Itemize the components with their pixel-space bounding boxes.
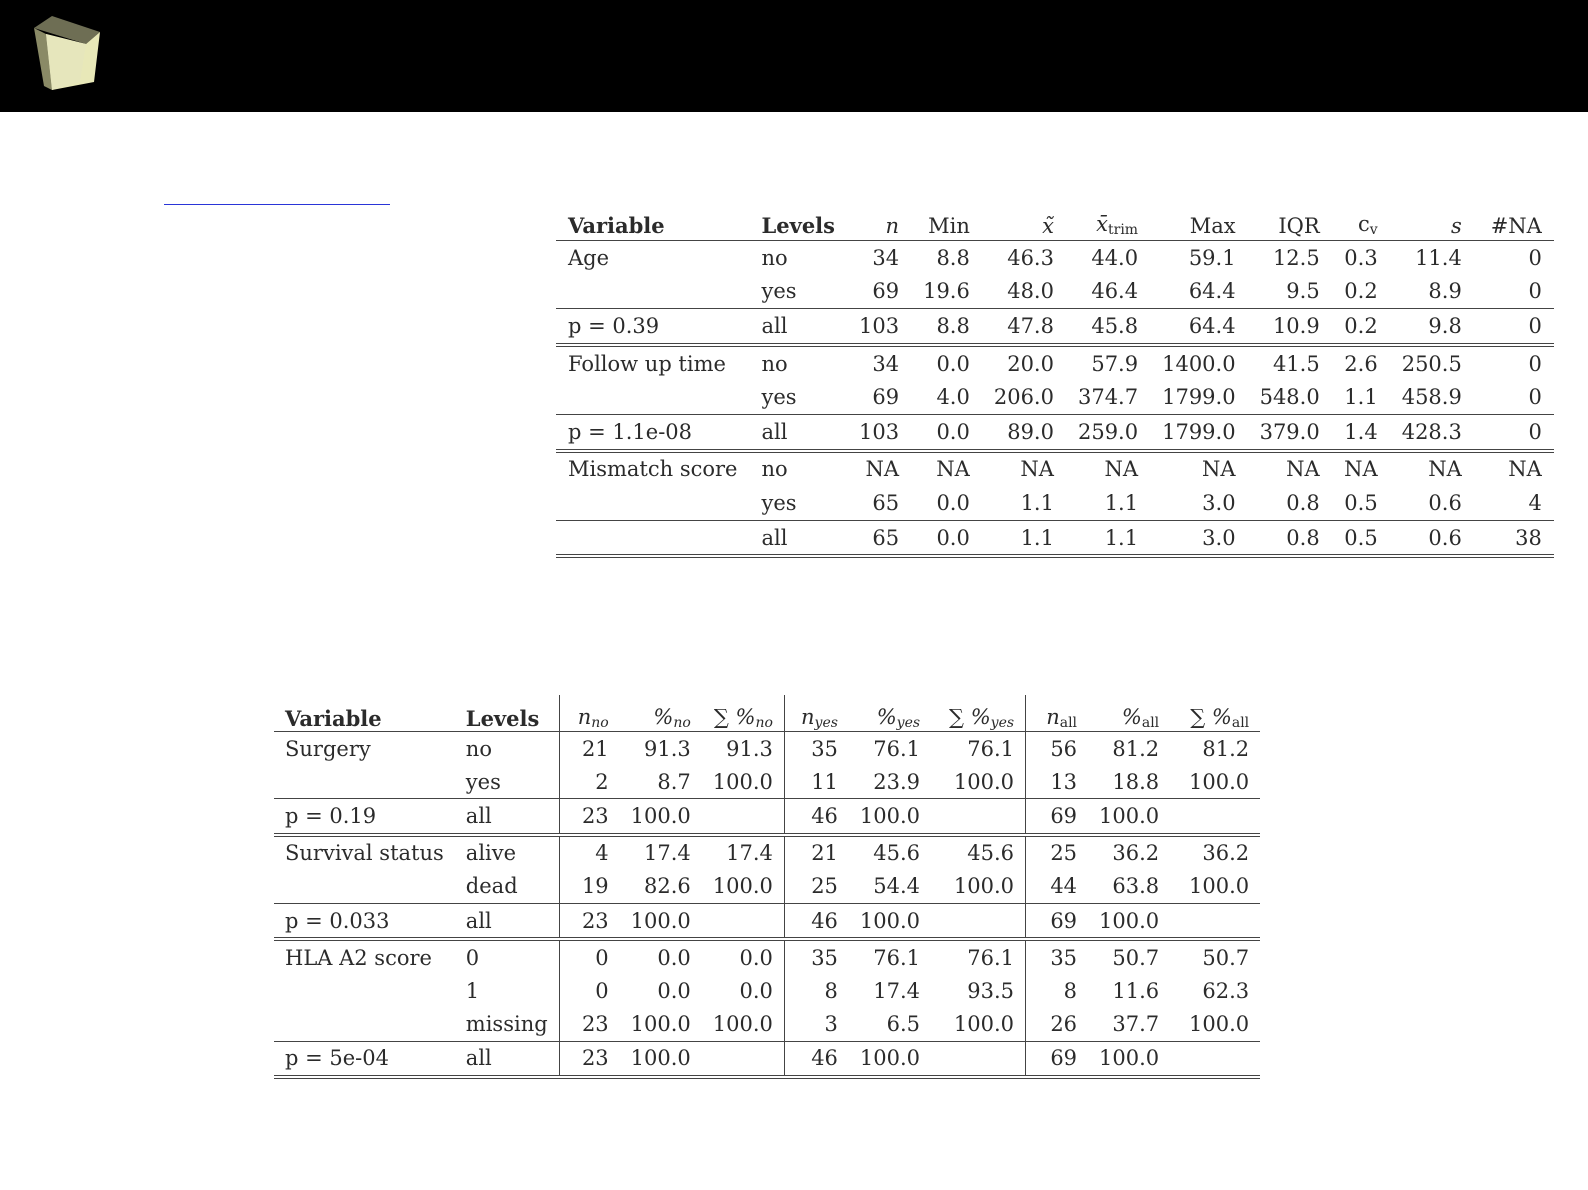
table-cell: NA	[1020, 457, 1054, 482]
table-cell: 76.1	[873, 736, 921, 761]
table-cell: 0	[1528, 351, 1542, 376]
table-cell: 0	[559, 974, 620, 1007]
table-cell: 37.7	[1088, 1008, 1170, 1042]
table-row	[556, 520, 1554, 556]
table-cell: all	[749, 414, 847, 450]
table-cell: 1400.0	[1162, 351, 1236, 376]
table-cell: no	[761, 457, 788, 482]
table-cell: 47.8	[982, 309, 1066, 345]
table-cell: 0	[1528, 245, 1542, 270]
table-cell: 0.5	[1332, 486, 1390, 520]
table-cell: 56	[1026, 732, 1089, 766]
table-cell: all	[749, 309, 847, 345]
table-cell: 62.3	[1202, 978, 1250, 1003]
table-cell: 13	[1026, 765, 1089, 799]
table-row	[556, 345, 1554, 381]
table-cell: 9.8	[1390, 309, 1474, 345]
table-cell: 91.3	[726, 736, 773, 761]
col-pct-no: $\%_{no}$	[620, 695, 702, 732]
col-pct-yes: $\%_{yes}$	[849, 695, 931, 732]
table-cell: 379.0	[1248, 414, 1332, 450]
table-cell: 1	[465, 978, 480, 1003]
table-cell: p = 5e-04	[274, 1041, 455, 1077]
table-cell: 8.8	[936, 245, 970, 270]
table-cell: 41.5	[1272, 351, 1320, 376]
table-cell: 1.1	[1332, 380, 1390, 414]
table-cell: 0	[465, 945, 480, 970]
table-cell: 11	[784, 765, 849, 799]
table-cell: 103	[847, 414, 911, 450]
table-cell: 100.0	[620, 1041, 702, 1077]
table-cell: all	[455, 1041, 559, 1077]
table-cell: 93.5	[967, 978, 1015, 1003]
table-cell: 57.9	[1091, 351, 1139, 376]
table-cell: p = 1.1e-08	[556, 414, 749, 450]
table-cell: yes	[455, 765, 559, 799]
table-cell: all	[749, 520, 847, 556]
table-cell: 1.4	[1332, 414, 1390, 450]
table-cell: 91.3	[644, 736, 691, 761]
table-cell: NA	[1428, 457, 1462, 482]
table-cell: NA	[1286, 457, 1320, 482]
table-row	[274, 732, 1260, 766]
table-cell	[274, 870, 455, 904]
table-row	[274, 835, 1260, 870]
table-cell	[274, 974, 455, 1007]
table-row	[556, 309, 1554, 345]
table-cell: yes	[749, 275, 847, 309]
table-cell: 23.9	[849, 765, 931, 799]
table-cell: 548.0	[1248, 380, 1332, 414]
table-cell: 1.1	[1066, 520, 1150, 556]
table-cell: 17.4	[726, 841, 773, 866]
table-cell: p = 0.19	[274, 799, 455, 835]
table-cell: 23	[559, 1041, 620, 1077]
col-max: Max	[1150, 202, 1247, 241]
table-cell	[702, 1041, 785, 1077]
table-cell: 0.0	[936, 351, 970, 376]
table-cell: 100.0	[1088, 1041, 1170, 1077]
table-cell: 46	[784, 799, 849, 835]
table-cell	[931, 1041, 1026, 1077]
table-cell: 69	[1026, 903, 1089, 939]
table-cell: 25	[1026, 835, 1089, 870]
table-cell	[931, 903, 1026, 939]
table-cell: 69	[847, 380, 911, 414]
table-cell: 374.7	[1066, 380, 1150, 414]
table-cell: 76.1	[967, 736, 1015, 761]
table-cell: 100.0	[702, 870, 785, 904]
table-cell: 0.0	[657, 978, 691, 1003]
table-cell: 17.4	[644, 841, 691, 866]
table-cell: 1.1	[982, 486, 1066, 520]
col-min: Min	[911, 202, 982, 241]
table-cell: 23	[559, 799, 620, 835]
table-cell: 19.6	[911, 275, 982, 309]
table-cell: 69	[1026, 1041, 1089, 1077]
table-cell: 54.4	[849, 870, 931, 904]
table-cell: no	[761, 245, 788, 270]
table-cell: 2	[559, 765, 620, 799]
table-cell: 100.0	[849, 1041, 931, 1077]
table-cell: 8	[784, 974, 849, 1007]
table-cell: 38	[1474, 520, 1554, 556]
table-cell: 17.4	[873, 978, 921, 1003]
table-cell: 250.5	[1401, 351, 1462, 376]
table-row	[556, 486, 1554, 520]
table-cell: 35	[1026, 939, 1089, 974]
table-cell: 36.2	[1112, 841, 1160, 866]
table-row	[274, 799, 1260, 835]
table-row	[274, 939, 1260, 974]
table-row	[274, 1041, 1260, 1077]
table-cell: all	[455, 903, 559, 939]
table-cell	[702, 903, 785, 939]
table-cell: 8.7	[620, 765, 702, 799]
table-cell: 1.1	[1066, 486, 1150, 520]
table-cell	[702, 799, 785, 835]
cube-logo-icon	[22, 14, 106, 90]
table-cell: p = 0.39	[556, 309, 749, 345]
table-cell: 3	[784, 1008, 849, 1042]
table-cell: 48.0	[982, 275, 1066, 309]
table-cell: 45.6	[873, 841, 921, 866]
table-cell: 21	[784, 835, 849, 870]
table-cell: 20.0	[1007, 351, 1054, 376]
table-cell: 11.6	[1112, 978, 1160, 1003]
table-cell: 0.8	[1248, 486, 1332, 520]
table-cell: 64.4	[1150, 309, 1247, 345]
table-cell: 12.5	[1272, 245, 1320, 270]
table-cell: missing	[455, 1008, 559, 1042]
table-cell: 100.0	[702, 765, 785, 799]
col-cumpct-no: ∑ $\%_{no}$	[702, 695, 785, 732]
col-na: #NA	[1474, 202, 1554, 241]
table-row	[556, 451, 1554, 487]
table-cell: Surgery	[285, 736, 371, 761]
table-cell: 0.0	[911, 486, 982, 520]
table-row	[556, 380, 1554, 414]
table-cell	[274, 1008, 455, 1042]
table-cell: 3.0	[1150, 486, 1247, 520]
table-cell	[1170, 799, 1260, 835]
table-cell: 18.8	[1088, 765, 1170, 799]
table-cell: 44.0	[1091, 245, 1139, 270]
col-pct-all: %all	[1088, 695, 1170, 732]
table-cell: 8	[1026, 974, 1089, 1007]
col-variable: Variable	[274, 695, 455, 732]
table-cell: 0.0	[739, 945, 773, 970]
table-cell: 65	[847, 486, 911, 520]
table-cell: 2.6	[1344, 351, 1378, 376]
table-cell: 81.2	[1202, 736, 1250, 761]
col-cumpct-all: ∑ %all	[1170, 695, 1260, 732]
table-cell: 64.4	[1150, 275, 1247, 309]
table-cell: 0.3	[1344, 245, 1378, 270]
top-banner	[0, 0, 1588, 112]
table-cell: 0.0	[911, 414, 982, 450]
table-cell: 458.9	[1390, 380, 1474, 414]
col-cumpct-yes: ∑ $\%_{yes}$	[931, 695, 1026, 732]
table-cell: p = 0.033	[274, 903, 455, 939]
col-levels: Levels	[455, 695, 559, 732]
table-cell: Survival status	[285, 841, 444, 866]
table-row	[274, 903, 1260, 939]
table-cell: 428.3	[1390, 414, 1474, 450]
table-cell: 23	[559, 903, 620, 939]
table-row	[274, 1008, 1260, 1042]
table-cell: all	[455, 799, 559, 835]
table-cell: Age	[568, 245, 610, 270]
table-cell: HLA A2 score	[285, 945, 432, 970]
table-cell: 0.6	[1390, 520, 1474, 556]
table-cell: Follow up time	[568, 351, 726, 376]
table-cell: 69	[1026, 799, 1089, 835]
table-cell: 10.9	[1248, 309, 1332, 345]
table-cell: 89.0	[982, 414, 1066, 450]
table-row	[274, 870, 1260, 904]
table-cell: 45.6	[967, 841, 1015, 866]
table-cell: 100.0	[931, 1008, 1026, 1042]
table-cell: 100.0	[1170, 1008, 1260, 1042]
table-row	[556, 241, 1554, 275]
table-cell	[556, 486, 749, 520]
table-cell: 4.0	[911, 380, 982, 414]
table-cell	[1170, 903, 1260, 939]
table-cell	[556, 275, 749, 309]
table-cell: 59.1	[1188, 245, 1236, 270]
table-cell: 1799.0	[1150, 414, 1247, 450]
table-cell: 3.0	[1150, 520, 1247, 556]
table-cell: 8.8	[911, 309, 982, 345]
table-cell: NA	[1202, 457, 1236, 482]
table-cell: 36.2	[1202, 841, 1250, 866]
table-cell: NA	[1344, 457, 1378, 482]
table-cell: 34	[872, 351, 900, 376]
table-cell: 100.0	[620, 799, 702, 835]
table-cell: NA	[1104, 457, 1139, 482]
table-cell: 100.0	[1088, 903, 1170, 939]
table-cell: 82.6	[620, 870, 702, 904]
table-cell	[556, 380, 749, 414]
table-cell	[556, 520, 749, 556]
col-n-all: nall	[1026, 695, 1089, 732]
table-cell: Mismatch score	[568, 457, 738, 482]
table-cell: 44	[1026, 870, 1089, 904]
col-sd: s	[1390, 202, 1474, 241]
col-levels: Levels	[749, 202, 847, 241]
col-trimmed-mean: x̄trim	[1066, 202, 1150, 241]
table-cell: 81.2	[1112, 736, 1160, 761]
table-row	[274, 765, 1260, 799]
table-cell: 76.1	[967, 945, 1015, 970]
col-variable: Variable	[556, 202, 749, 241]
table-cell: 206.0	[982, 380, 1066, 414]
table-cell: no	[761, 351, 788, 376]
table-cell: 0.8	[1248, 520, 1332, 556]
col-n-yes: $n_{yes}$	[784, 695, 849, 732]
table-cell: 1799.0	[1150, 380, 1247, 414]
table-cell: 46	[784, 1041, 849, 1077]
table-cell: 0.5	[1332, 520, 1390, 556]
table-cell: 100.0	[1088, 799, 1170, 835]
table-cell: 0.2	[1332, 309, 1390, 345]
table-cell: 0.2	[1332, 275, 1390, 309]
table-cell: NA	[865, 457, 900, 482]
table-cell: 4	[1474, 486, 1554, 520]
table-cell	[274, 765, 455, 799]
table-cell: 259.0	[1066, 414, 1150, 450]
table-cell: 100.0	[849, 799, 931, 835]
table-cell: 0.0	[657, 945, 691, 970]
table-cell: 76.1	[873, 945, 921, 970]
table-header-row	[556, 202, 1554, 241]
table-cell: 0.6	[1390, 486, 1474, 520]
table-header-row	[274, 695, 1260, 732]
col-cv: cv	[1332, 202, 1390, 241]
table-cell: no	[465, 736, 492, 761]
table-cell: 103	[847, 309, 911, 345]
table-cell: NA	[1508, 457, 1542, 482]
continuous-summary-table	[556, 202, 1554, 558]
table-cell: dead	[455, 870, 559, 904]
table-cell: 100.0	[849, 903, 931, 939]
table-cell: 46.4	[1066, 275, 1150, 309]
table-cell: 4	[559, 835, 620, 870]
table-cell: 25	[784, 870, 849, 904]
table-cell: 8.9	[1390, 275, 1474, 309]
table-cell: 0	[559, 939, 620, 974]
table-cell: 100.0	[931, 870, 1026, 904]
table-cell: 100.0	[931, 765, 1026, 799]
table-cell: 100.0	[1170, 765, 1260, 799]
table-cell: 0	[1474, 414, 1554, 450]
table-cell: 34	[872, 245, 900, 270]
table-cell: 0.0	[739, 978, 773, 1003]
table-cell: 100.0	[702, 1008, 785, 1042]
table-cell: 63.8	[1088, 870, 1170, 904]
table-cell	[1170, 1041, 1260, 1077]
table-cell	[931, 799, 1026, 835]
table-cell: 9.5	[1248, 275, 1332, 309]
table-cell: yes	[749, 380, 847, 414]
table-cell: 23	[559, 1008, 620, 1042]
table-cell: 50.7	[1112, 945, 1160, 970]
table-cell: 46.3	[1007, 245, 1054, 270]
col-n: n	[847, 202, 911, 241]
table-cell: 35	[784, 732, 849, 766]
table-cell: 69	[847, 275, 911, 309]
table-cell: 100.0	[620, 903, 702, 939]
table-cell: 100.0	[620, 1008, 702, 1042]
table-cell: 0.0	[911, 520, 982, 556]
link-underline[interactable]	[164, 204, 390, 205]
table-cell: 11.4	[1415, 245, 1462, 270]
table-cell: 0	[1474, 309, 1554, 345]
table-cell: alive	[465, 841, 517, 866]
table-cell: 46	[784, 903, 849, 939]
table-cell: 45.8	[1066, 309, 1150, 345]
col-median: x̃	[982, 202, 1066, 241]
table-cell: 50.7	[1202, 945, 1250, 970]
table-cell: 1.1	[982, 520, 1066, 556]
table-cell: NA	[936, 457, 970, 482]
table-cell: 21	[559, 732, 620, 766]
table-cell: 0	[1474, 275, 1554, 309]
table-row	[274, 974, 1260, 1007]
table-cell: 65	[847, 520, 911, 556]
col-n-no: $n_{no}$	[559, 695, 620, 732]
categorical-summary-table	[274, 695, 1260, 1079]
table-cell: 19	[559, 870, 620, 904]
table-cell: 100.0	[1170, 870, 1260, 904]
table-cell: 0	[1474, 380, 1554, 414]
col-iqr: IQR	[1248, 202, 1332, 241]
table-cell: 26	[1026, 1008, 1089, 1042]
table-cell: 35	[784, 939, 849, 974]
table-cell: 6.5	[849, 1008, 931, 1042]
table-row	[556, 275, 1554, 309]
table-cell: yes	[749, 486, 847, 520]
table-row	[556, 414, 1554, 450]
